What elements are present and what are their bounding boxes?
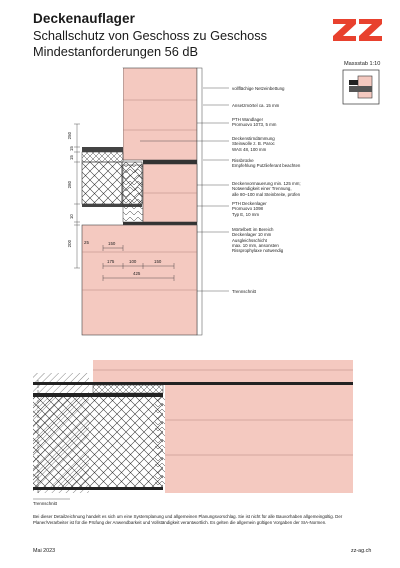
label-moertelbett-5: Rissprophylaxe notwendig bbox=[232, 248, 284, 254]
label-netzeinbettung: vollflächige Netzeinbettung bbox=[232, 86, 285, 91]
label-moertelbett-2: Deckenlager 10 mm bbox=[232, 232, 272, 238]
label-deckenlager-title: PTH Deckenlager bbox=[232, 201, 267, 206]
page-subtitle-1: Schallschutz von Geschoss zu Geschoss bbox=[33, 28, 268, 43]
page-subtitle-2: Mindestanforderungen 56 dB bbox=[33, 44, 199, 59]
label-deckenvormauerung-3: alle 80–100 mal Steinbreite, prüfen bbox=[232, 191, 301, 197]
label-trennschnitt-upper: Trennschnitt bbox=[232, 289, 256, 294]
dim-15-b: 15 bbox=[68, 155, 74, 161]
label-moertelbett-4: max. 10 mm, ansonsten bbox=[232, 242, 279, 248]
scale-label: Massstab 1:10 bbox=[344, 61, 381, 67]
label-rissbruecke-title: Rissbrücke bbox=[232, 158, 254, 163]
disclaimer: Bei dieser Detailzeichnung handelt es sich um eine Systemplanung und allgemeinen Planungsvorschlag. Sie ist nicht für alle Bauvorhaben allgemeingültig. Der Planer/Verarbeiter ist für die Prüfung der Anwendbarkeit und Vollständigkeit verantwortlich. Es gelten die allgemein gültigen Vorgaben der SIA-Normen. bbox=[33, 514, 343, 525]
dim-175: 175 bbox=[107, 259, 115, 264]
label-deckenvormauerung-2: Notwendigkeit einer Trennung, bbox=[232, 186, 292, 192]
dim-10: 10 bbox=[68, 214, 74, 220]
dim-200: 200 bbox=[67, 239, 73, 248]
dim-15-a: 15 bbox=[68, 146, 74, 152]
label-ansetzmoertel: Ansetzmörtel ca. 15 mm bbox=[232, 103, 280, 108]
label-deckenvormauerung bbox=[232, 181, 301, 197]
label-deckenlager-type: Typ E, 10 mm bbox=[232, 211, 260, 217]
dim-100: 100 bbox=[129, 259, 137, 264]
dim-150-a: 150 bbox=[108, 241, 116, 246]
label-wandlager-spec: Promuovo 1073, 5 mm bbox=[232, 122, 277, 128]
detail-icon bbox=[343, 70, 379, 104]
footer-url[interactable]: zz-ag.ch bbox=[351, 548, 372, 554]
label-moertelbett bbox=[232, 227, 283, 253]
dim-425: 425 bbox=[133, 271, 141, 276]
page-title: Deckenauflager bbox=[33, 11, 135, 26]
label-deckenlager-product: Promuovo 1098 bbox=[232, 206, 263, 212]
label-wandlager bbox=[232, 117, 276, 128]
label-moertelbett-1: Mörtelbett im Bereich bbox=[232, 227, 274, 232]
dim-280: 280 bbox=[67, 180, 73, 189]
dim-250: 250 bbox=[67, 131, 73, 140]
label-trennschnitt-lower: Trennschnitt bbox=[33, 501, 57, 506]
dim-25: 25 bbox=[84, 240, 89, 245]
label-deckenvormauerung-1: Deckenvormauerung min. 125 mm; bbox=[232, 181, 301, 186]
label-deckenstirndaemmung-title: Deckenstirndämmung bbox=[232, 136, 275, 141]
footer-date: Mai 2023 bbox=[33, 548, 56, 554]
label-deckenstirndaemmung-spec: WAS 48, 100 mm bbox=[232, 146, 267, 152]
label-moertelbett-3: Ausgleichsschicht bbox=[232, 237, 267, 243]
label-rissbruecke-note: Empfehlung Putzlieferant beachten bbox=[232, 163, 301, 169]
label-deckenstirndaemmung bbox=[232, 136, 275, 152]
label-rissbruecke bbox=[232, 158, 300, 169]
label-deckenstirndaemmung-material: Steinwolle z. B. Paroc bbox=[232, 141, 275, 147]
label-wandlager-title: PTH Wandlager bbox=[232, 117, 264, 122]
dim-150-b: 150 bbox=[154, 259, 162, 264]
label-deckenlager bbox=[232, 201, 267, 217]
